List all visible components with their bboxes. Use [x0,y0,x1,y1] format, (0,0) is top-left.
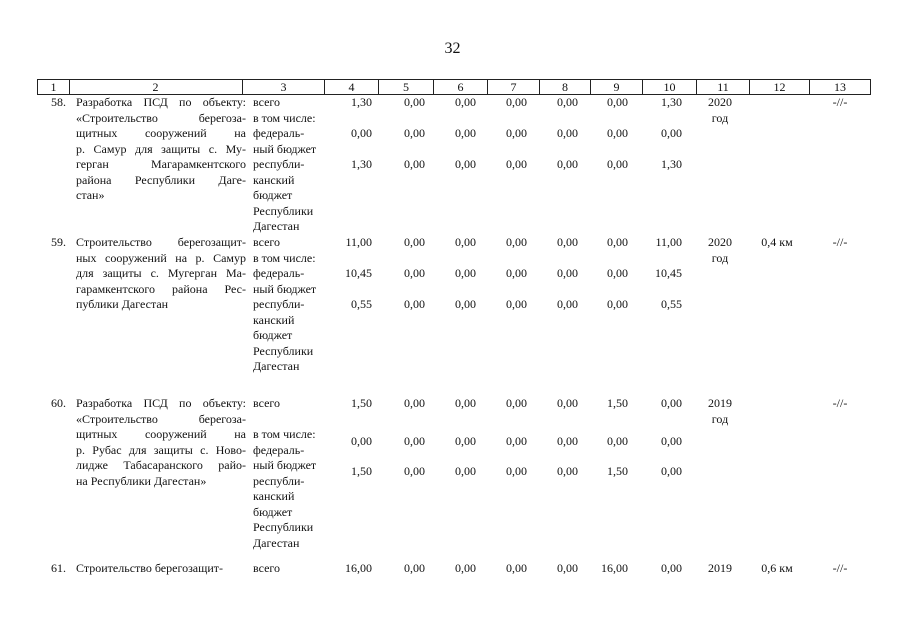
column-header-4: 4 [325,80,379,94]
funding-value: 0,00 [607,297,628,311]
funding-value: 1,30 [661,95,682,109]
funding-value: 16,00 [345,561,372,575]
column-header-7: 7 [488,80,540,94]
funding-source-line: ный бюджет [253,281,317,296]
funding-value: 0,00 [404,297,425,311]
funding-value: 0,00 [506,464,527,478]
funding-value: 0,00 [404,157,425,171]
column-header-13: 13 [810,80,871,94]
description-line: района Республики Даге- [76,172,246,187]
funding-value: 0,00 [506,95,527,109]
funding-value: 16,00 [601,561,628,575]
funding-value: 1,50 [351,464,372,478]
funding-source-line: Дагестан [253,219,300,233]
funding-value: 0,00 [506,561,527,575]
funding-value: 11,00 [345,235,372,249]
funding-source-line: всего [253,561,281,575]
funding-value: 0,00 [557,434,578,448]
funding-value: 0,00 [557,464,578,478]
description-line: Разработка ПСД по объекту: [76,95,246,109]
funding-value: 0,00 [404,561,425,575]
executor-mark: -//- [832,396,848,410]
funding-value: 1,30 [351,95,372,109]
funding-source-line: всего [253,235,281,249]
funding-value: 10,45 [655,266,682,280]
funding-source-line: Дагестан [253,359,300,373]
funding-source-line: федераль- [253,442,305,457]
funding-source-line: федераль- [253,266,305,280]
object-description [76,95,246,204]
row-number: 59. [51,235,66,249]
funding-source-line: всего [253,396,281,410]
funding-value: 0,00 [607,157,628,171]
funding-value: 0,00 [506,126,527,140]
funding-value: 0,00 [404,266,425,280]
capacity-value: 0,6 км [761,561,793,575]
executor-mark: -//- [832,95,848,109]
funding-value: 1,30 [661,157,682,171]
funding-value: 0,00 [404,126,425,140]
funding-value: 0,00 [557,157,578,171]
funding-source-line: ный бюджет [253,141,317,156]
funding-value: 0,00 [455,561,476,575]
description-line: Разработка ПСД по объекту: [76,396,246,410]
funding-source-line: Республики [253,520,314,534]
funding-value: 0,00 [607,434,628,448]
description-line: гарамкентского района Рес- [76,281,246,296]
funding-value: 0,00 [607,235,628,249]
funding-value: 0,00 [351,434,372,448]
description-line: публики Дагестан [76,297,169,311]
funding-source-line: ный бюджет [253,458,317,472]
funding-value: 11,00 [655,235,682,249]
funding-value: 0,00 [455,434,476,448]
description-line: для защиты с. Мугерган Ма- [76,266,246,280]
funding-value: 0,00 [455,95,476,109]
executor-mark: -//- [832,561,848,575]
funding-value: 0,00 [404,95,425,109]
funding-source [253,235,333,375]
description-line: щитных сооружений на [76,427,246,441]
object-description [76,561,246,577]
completion-year: год [711,412,729,426]
funding-value: 1,50 [351,396,372,410]
funding-value: 0,00 [506,157,527,171]
column-header-8: 8 [540,80,591,94]
funding-value: 0,00 [557,561,578,575]
funding-source-line: канский [253,312,295,327]
description-line: Строительство берегозащит- [76,235,246,249]
funding-value: 1,50 [607,464,628,478]
executor-mark: -//- [832,235,848,249]
description-line: р. Рубас для защиты с. Ново- [76,442,246,457]
funding-value: 0,00 [607,126,628,140]
funding-source-line: в том числе: [253,250,316,265]
funding-source-line: в том числе: [253,427,316,441]
funding-source-line: Республики [253,203,314,218]
column-header-5: 5 [379,80,434,94]
funding-value: 0,00 [661,561,682,575]
funding-source-line: Республики [253,343,314,358]
funding-value: 0,00 [404,434,425,448]
funding-value: 1,50 [607,396,628,410]
funding-source-line: канский [253,489,295,503]
description-line: на Республики Дагестан» [76,473,207,488]
description-line: «Строительство берегоза- [76,411,246,426]
funding-source-line: всего [253,95,281,109]
funding-value: 0,00 [557,396,578,410]
funding-value: 0,00 [557,297,578,311]
column-header-3: 3 [243,80,325,94]
completion-year: год [711,111,729,125]
funding-source-line [253,412,333,428]
funding-value: 0,00 [506,235,527,249]
funding-source [253,396,333,551]
funding-value: 0,00 [557,266,578,280]
funding-value: 0,55 [661,297,682,311]
funding-source-line: бюджет [253,188,293,202]
completion-year: 2020 [708,235,732,249]
funding-value: 0,00 [455,266,476,280]
object-description [76,235,246,313]
funding-value: 0,00 [455,464,476,478]
funding-source-line: в том числе: [253,110,316,125]
object-description [76,396,246,489]
description-line: «Строительство берегоза- [76,110,246,125]
column-header-1: 1 [37,80,70,94]
description-line: Строительство берегозащит- [76,561,224,575]
column-header-11: 11 [697,80,750,94]
funding-value: 0,00 [404,464,425,478]
column-header-6: 6 [434,80,488,94]
funding-value: 0,00 [351,126,372,140]
funding-value: 0,00 [455,235,476,249]
completion-year: 2019 [708,396,732,410]
funding-value: 0,00 [557,126,578,140]
funding-source [253,561,333,577]
funding-source-line: бюджет [253,328,293,342]
column-header-9: 9 [591,80,643,94]
funding-value: 0,00 [506,266,527,280]
completion-year: 2019 [708,561,732,575]
funding-value: 0,00 [506,434,527,448]
funding-value: 0,55 [351,297,372,311]
funding-source-line: федераль- [253,126,305,140]
funding-source-line: республи- [253,157,305,171]
funding-value: 0,00 [661,126,682,140]
funding-value: 0,00 [506,396,527,410]
funding-value: 0,00 [455,126,476,140]
funding-value: 0,00 [506,297,527,311]
funding-value: 0,00 [557,235,578,249]
funding-value: 0,00 [607,266,628,280]
description-line: ных сооружений на р. Самур [76,250,246,265]
column-header-10: 10 [643,80,697,94]
funding-source-line: канский [253,172,295,187]
funding-value: 0,00 [404,235,425,249]
description-line: стан» [76,188,105,202]
funding-source-line: бюджет [253,504,293,519]
funding-source-line: Дагестан [253,535,300,550]
row-number: 61. [51,561,66,575]
funding-value: 0,00 [557,95,578,109]
description-line: герган Магарамкентского [76,157,246,171]
funding-value: 0,00 [607,95,628,109]
column-header-12: 12 [750,80,810,94]
funding-value: 10,45 [345,266,372,280]
description-line: лидже Табасаранского райо- [76,458,246,472]
row-number: 58. [51,95,66,109]
page-number: 32 [444,40,461,57]
funding-value: 0,00 [404,396,425,410]
row-number: 60. [51,396,66,410]
funding-value: 0,00 [661,434,682,448]
funding-value: 0,00 [661,464,682,478]
funding-source-line: республи- [253,473,305,488]
funding-value: 1,30 [351,157,372,171]
funding-source [253,95,333,235]
funding-value: 0,00 [455,396,476,410]
description-line: щитных сооружений на [76,126,246,140]
completion-year: 2020 [708,95,732,109]
funding-value: 0,00 [455,297,476,311]
funding-value: 0,00 [661,396,682,410]
funding-value: 0,00 [455,157,476,171]
completion-year: год [711,251,729,265]
description-line: р. Самур для защиты с. Му- [76,141,246,156]
column-header-2: 2 [69,80,243,94]
funding-source-line: республи- [253,297,305,311]
capacity-value: 0,4 км [761,235,793,249]
